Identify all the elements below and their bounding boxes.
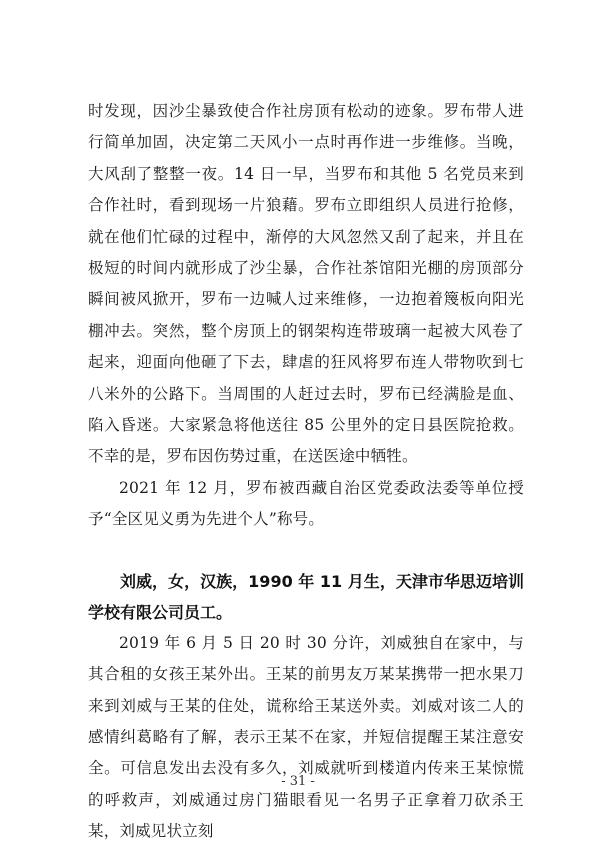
document-page <box>88 96 524 848</box>
body-paragraph-luobu-incident: 时发现，因沙尘暴致使合作社房顶有松动的迹象。罗布带人进行简单加固，决定第二天风小一点时再作进一步维修。当晚，大风刮了整整一夜。14 日一早，当罗布和其他 5 名党员来到合作社时，看到现场一片狼藉。罗布立即组织人员进行抢修，就在他们忙碌的过程中，渐停的大风忽然又刮了起来，并且在极短的时间内就形成了沙尘暴，合作社茶馆阳光棚的房顶部分瞬间被风掀开，罗布一边喊人过来维修，一边抱着篾板向阳光棚冲去。突然，整个房顶上的钢架构连带玻璃一起被大风卷了起来，迎面向他砸了下去，肆虐的狂风将罗布连人带物吹到七八米外的公路下。当周围的人赶过去时，罗布已经满脸是血、陷入昏迷。大家紧急将他送往 85 公里外的定日县医院抢救。不幸的是，罗布因伤势过重，在送医途中牺牲。 <box>88 102 524 466</box>
section-heading-liuwei: 刘威，女，汉族，1990 年 11 月生，天津市华思迈培训学校有限公司员工。 <box>88 571 524 622</box>
body-paragraph-liuwei-incident: 2019 年 6 月 5 日 20 时 30 分许，刘威独自在家中，与其合租的女孩王某外出。王某的前男友万某某携带一把水果刀来到刘威与王某的住处，谎称给王某送外卖。刘威对该二人的感情纠葛略有了解，表示王某不在家，并短信提醒王某注意安全。可信息发出去没有多久，刘威就听到楼道内传来王某惊慌的呼救声，刘威通过房门猫眼看见一名男子正拿着刀砍杀王某，刘威见状立刻 <box>88 633 524 841</box>
page-number: - 31 - <box>281 774 315 789</box>
section-spacer <box>88 536 524 566</box>
body-paragraph-luobu-award: 2021 年 12 月，罗布被西藏自治区党委政法委等单位授予“全区见义勇为先进个人”称号。 <box>88 478 524 529</box>
